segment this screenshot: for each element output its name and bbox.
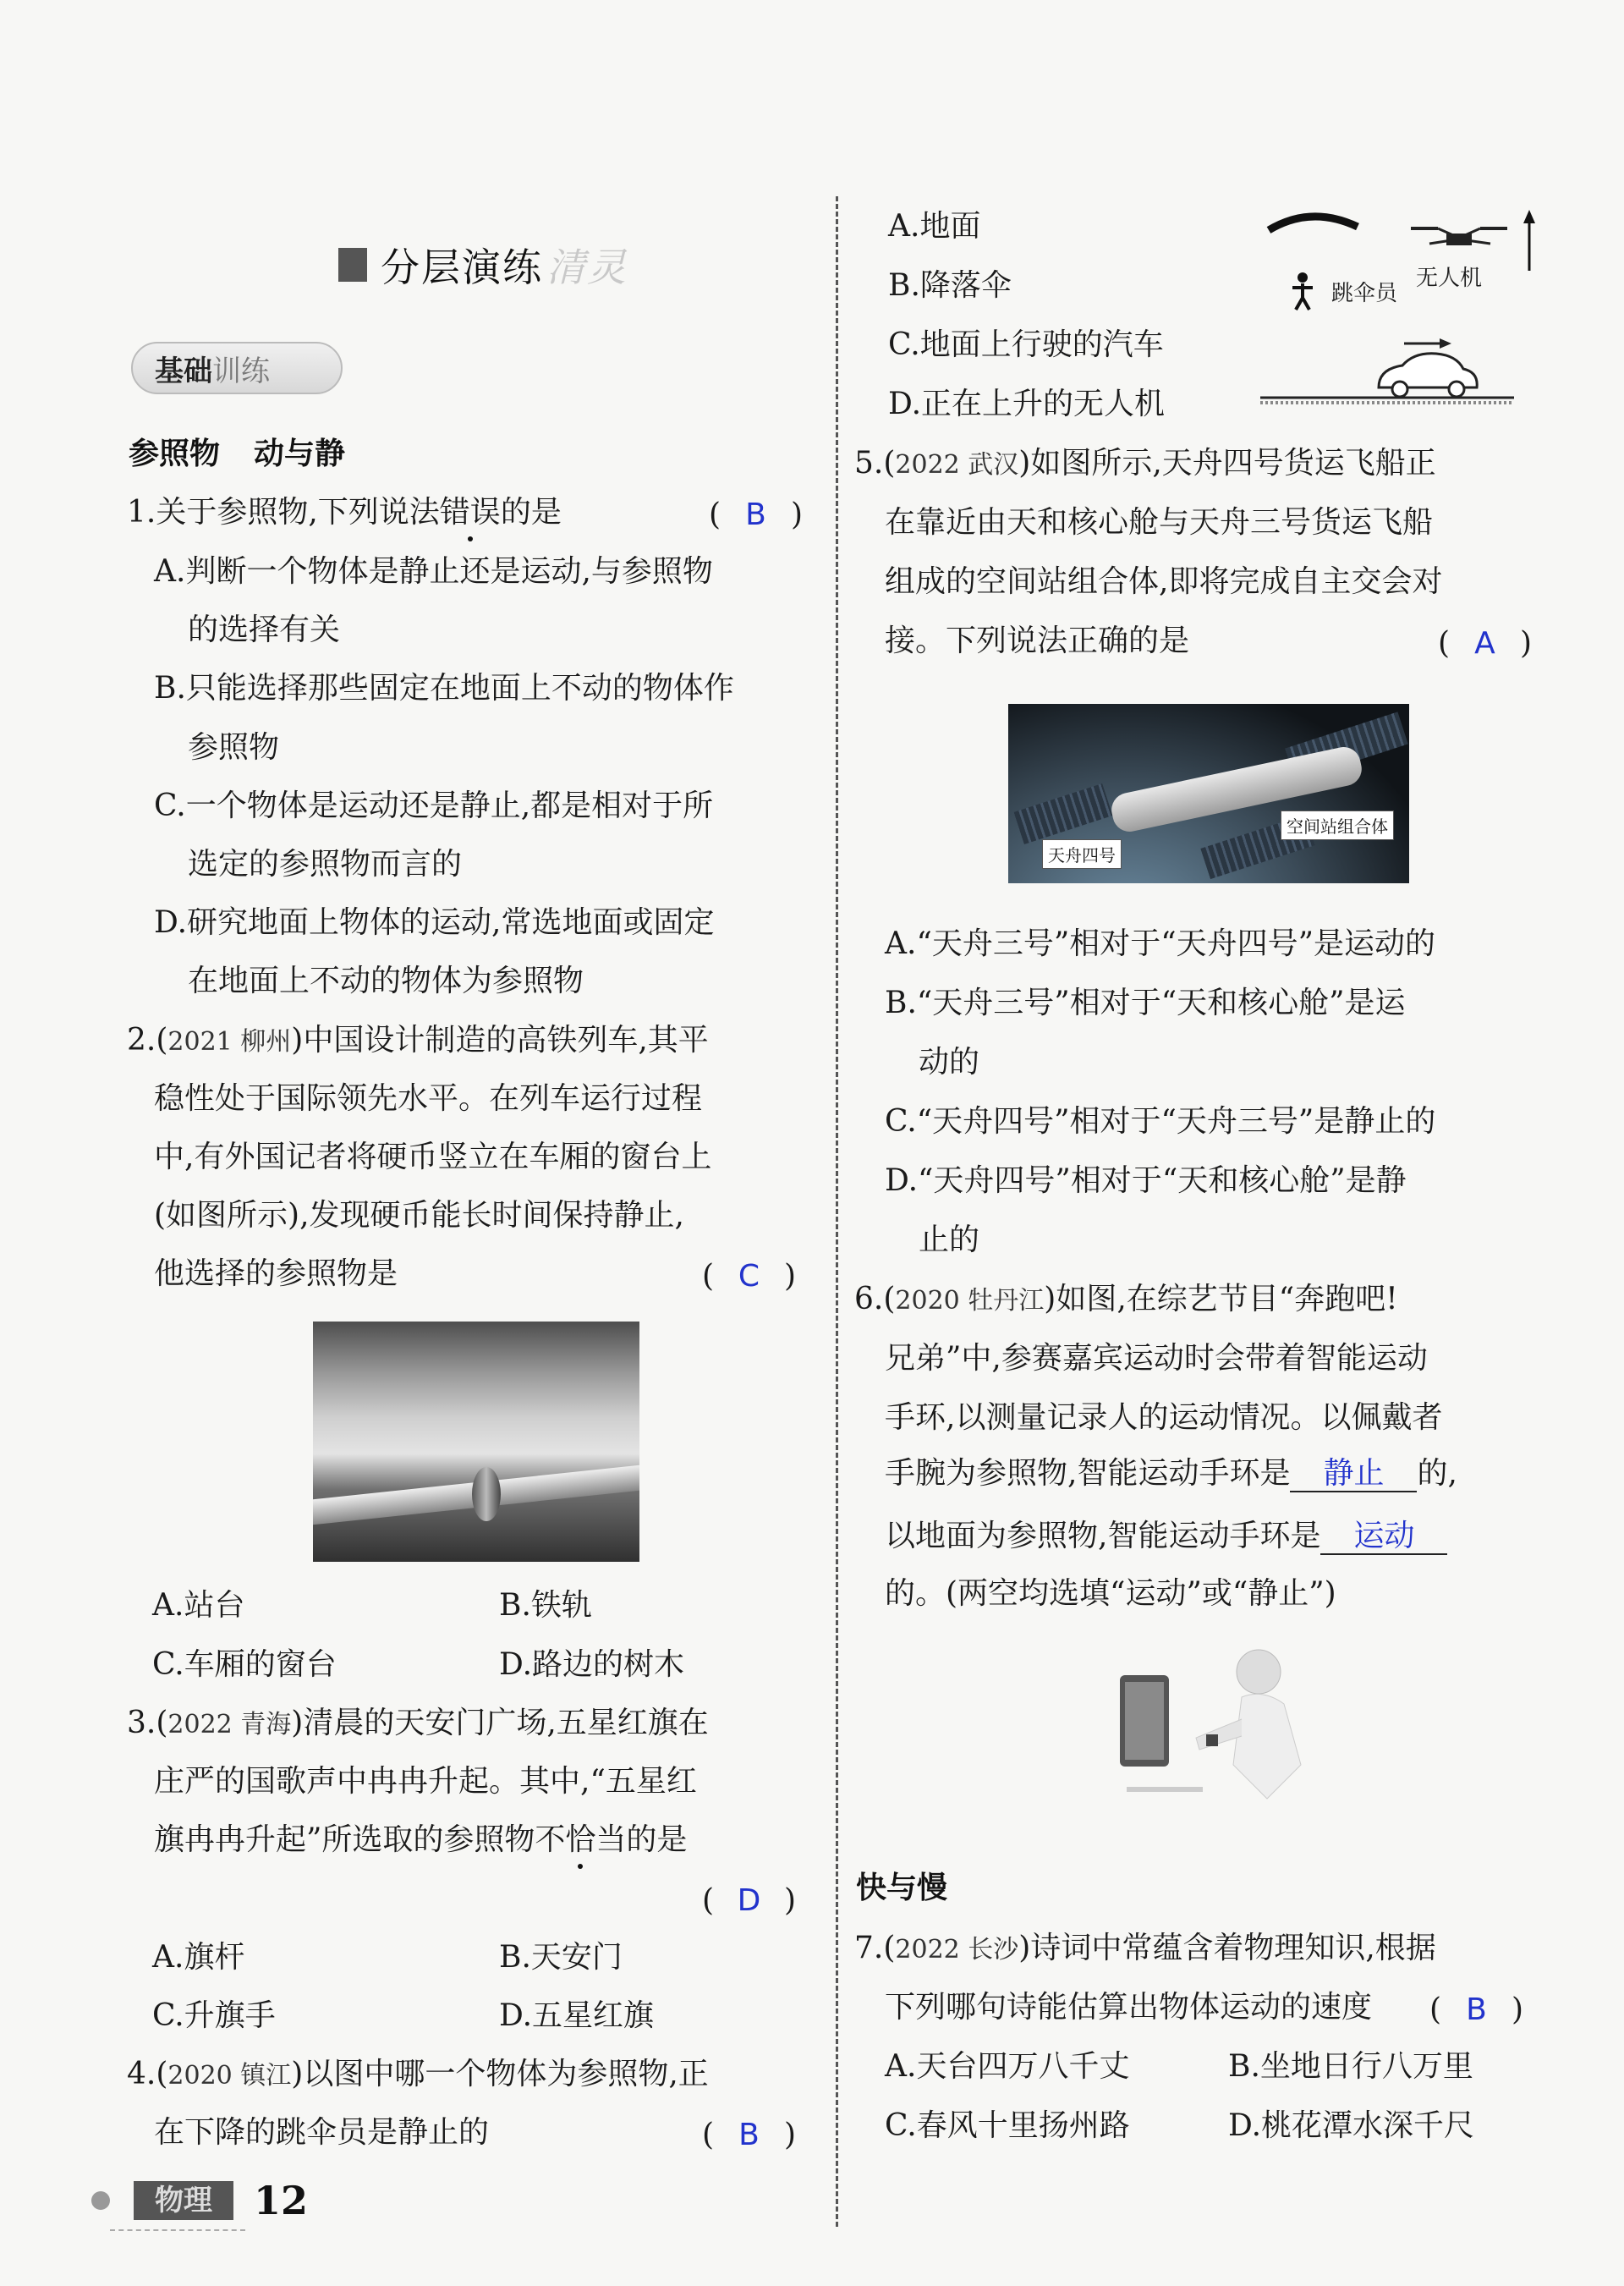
q2-line1-text: )中国设计制造的高铁列车,其平: [291, 1023, 709, 1058]
q2-line4: (如图所示),发现硬币能长时间保持静止,: [154, 1198, 684, 1233]
wristband-shape: [1206, 1734, 1218, 1746]
drone-icon: [1411, 228, 1507, 245]
q2-source: 2021 柳州: [167, 1027, 292, 1057]
footer-subject-tag: 物理: [134, 2181, 233, 2220]
title-block-icon: [338, 248, 367, 282]
q1-answer-paren: ( B ): [709, 497, 803, 532]
q7-line2: 下列哪句诗能估算出物体运动的速度: [885, 1990, 1373, 2025]
section-heading-1: [129, 430, 345, 473]
q6-num: 6.(: [854, 1282, 896, 1316]
q6-blank-1: 静止: [1290, 1457, 1417, 1492]
q2-option-d: D.路边的树木: [499, 1647, 685, 1682]
badge-light-text: 训练: [212, 354, 270, 388]
q3-answer-paren: ( D ): [702, 1883, 796, 1918]
q2-num: 2.(: [127, 1023, 168, 1058]
q5-answer: A: [1474, 626, 1495, 661]
page-number: 12: [254, 2178, 309, 2223]
q5-line1-text: )如图所示,天舟四号货运飞船正: [1018, 446, 1436, 481]
q1-option-c-line1: C.一个物体是运动还是静止,都是相对于所: [154, 789, 714, 823]
q3-option-c: C.升旗手: [152, 1998, 276, 2033]
q3-answer: D: [737, 1883, 761, 1918]
parachute-figure: [1260, 203, 1548, 406]
q5-line3: 组成的空间站组合体,即将完成自主交会对: [885, 564, 1443, 599]
q3-line1: [127, 1708, 709, 1739]
q5-source: 2022 武汉: [895, 450, 1019, 480]
q1-option-d-line2: 在地面上不动的物体为参照物: [188, 964, 584, 998]
q3-option-a: A.旗杆: [152, 1940, 245, 1975]
title-text: 分层演练: [381, 245, 543, 290]
q4-line1-text: )以图中哪一个物体为参照物,正: [291, 2057, 709, 2091]
q7-line1-text: )诗词中常蕴含着物理知识,根据: [1018, 1931, 1436, 1965]
train-window-coin-photo: [313, 1322, 639, 1562]
q6-line1-text: )如图,在综艺节目“奔跑吧!: [1044, 1282, 1398, 1316]
q2-option-c: C.车厢的窗台: [152, 1647, 337, 1682]
q1-stem-post: 的是: [500, 495, 562, 530]
q6-line4: [885, 1457, 1457, 1492]
badge-strong-text: 基础: [155, 354, 212, 388]
title-watermark: 清灵: [546, 245, 628, 290]
q4-answer-paren: ( B ): [702, 2118, 796, 2152]
space-station-photo: [1008, 704, 1409, 883]
q7-num: 7.(: [854, 1931, 896, 1965]
q3-line3: [154, 1822, 688, 1857]
solar-panel-left: [1014, 783, 1113, 844]
coin-shape: [472, 1467, 501, 1521]
q4-option-d: D.正在上升的无人机: [888, 387, 1166, 421]
q6-line4-post: 的,: [1417, 1456, 1457, 1491]
q6-blank-2: 运动: [1320, 1519, 1447, 1555]
q5-num: 5.(: [854, 446, 896, 481]
q1-stem-pre: 1.关于参照物,下列说法: [127, 495, 440, 530]
q5-option-d-line1: D.“天舟四号”相对于“天和核心舱”是静: [885, 1163, 1407, 1198]
q2-option-b: B.铁轨: [499, 1588, 592, 1623]
q2-option-a: A.站台: [152, 1588, 245, 1623]
label-tianzhou4: 天舟四号: [1042, 839, 1122, 869]
section-heading-left: 参照物: [129, 437, 221, 471]
q5-option-d-line2: 止的: [919, 1223, 980, 1257]
parachute-icon: [1269, 217, 1358, 230]
up-arrow-icon: [1523, 210, 1535, 271]
q6-source: 2020 牡丹江: [895, 1286, 1045, 1316]
q2-line5: 他选择的参照物是: [154, 1256, 398, 1291]
q3-num: 3.(: [127, 1706, 168, 1740]
q7-option-c: C.春风十里扬州路: [885, 2108, 1130, 2143]
q2-line2: 稳性处于国际领先水平。在列车运行过程: [154, 1081, 703, 1116]
q5-option-c: C.“天舟四号”相对于“天舟三号”是静止的: [885, 1104, 1436, 1139]
q5-answer-paren: ( A ): [1438, 626, 1532, 661]
q4-option-b: B.降落伞: [888, 268, 1012, 303]
q1-option-d-line1: D.研究地面上物体的运动,常选地面或固定: [154, 905, 715, 940]
q4-answer: B: [738, 2118, 760, 2152]
q1-option-b-line1: B.只能选择那些固定在地面上不动的物体作: [154, 671, 734, 706]
q3-line3-emphasis: 不恰当: [535, 1822, 627, 1857]
q5-line4: 接。下列说法正确的是: [885, 624, 1190, 658]
q3-option-d: D.五星红旗: [499, 1998, 655, 2033]
q7-answer: B: [1466, 1992, 1487, 2027]
q1-stem: [127, 497, 562, 528]
q1-stem-emphasis: 错误: [439, 495, 501, 530]
q3-line2: 庄严的国歌声中冉冉升起。其中,“五星红: [154, 1764, 697, 1799]
section-heading-2: 快与慢: [856, 1871, 948, 1905]
q4-num: 4.(: [127, 2057, 168, 2091]
q7-source: 2022 长沙: [895, 1935, 1019, 1965]
q7-line1: [854, 1933, 1436, 1964]
q1-option-a-line2: 的选择有关: [188, 613, 341, 647]
q3-line3-post: 的是: [626, 1822, 688, 1857]
q3-source: 2022 青海: [167, 1710, 292, 1739]
q5-option-b-line1: B.“天舟三号”相对于“天和核心舱”是运: [885, 986, 1406, 1020]
q6-line4-pre: 手腕为参照物,智能运动手环是: [885, 1456, 1291, 1491]
ground-hatch: [1260, 398, 1514, 403]
q6-line3: 手环,以测量记录人的运动情况。以佩戴者: [885, 1400, 1443, 1435]
q3-line3-pre: 旗冉冉升起”所选取的参照物: [154, 1822, 535, 1857]
page-title: [338, 235, 660, 294]
section-badge: [131, 342, 343, 394]
q1-option-b-line2: 参照物: [188, 730, 280, 765]
q2-line3: 中,有外国记者将硬币竖立在车厢的窗台上: [154, 1140, 712, 1174]
column-divider: [836, 196, 838, 2227]
q6-line5-pre: 以地面为参照物,智能运动手环是: [885, 1519, 1321, 1553]
q5-option-b-line2: 动的: [919, 1045, 980, 1080]
q3-option-b: B.天安门: [499, 1940, 623, 1975]
q2-line1: [127, 1025, 709, 1056]
q4-source: 2020 镇江: [167, 2061, 292, 2091]
q3-line1-text: )清晨的天安门广场,五星红旗在: [291, 1706, 709, 1740]
q5-line1: [854, 448, 1436, 479]
label-jumper: 跳伞员: [1331, 281, 1398, 306]
q4-line1: [127, 2059, 709, 2090]
q4-option-a: A.地面: [888, 209, 981, 244]
q7-option-b: B.坐地日行八万里: [1228, 2049, 1473, 2084]
q1-option-c-line2: 选定的参照物而言的: [188, 847, 463, 882]
q6-line1: [854, 1284, 1398, 1315]
footer-dot-icon: [91, 2191, 110, 2210]
q7-option-d: D.桃花潭水深千尺: [1228, 2108, 1475, 2143]
section-heading-right: 动与静: [254, 437, 346, 471]
runner-illustration: [1115, 1638, 1331, 1829]
runner-photo: [1115, 1638, 1331, 1829]
q6-line6: 的。(两空均选填“运动”或“静止”): [885, 1576, 1336, 1611]
q4-line2: 在下降的跳伞员是静止的: [154, 2115, 490, 2150]
q2-answer: C: [738, 1259, 760, 1294]
q6-line2: 兄弟”中,参赛嘉宾运动时会带着智能运动: [885, 1341, 1428, 1376]
q1-answer: B: [745, 497, 766, 532]
q1-option-a-line1: A.判断一个物体是静止还是运动,与参照物: [154, 554, 713, 589]
q2-answer-paren: ( C ): [702, 1259, 796, 1294]
q5-line2: 在靠近由天和核心舱与天舟三号货运飞船: [885, 505, 1434, 540]
q6-line5: [885, 1519, 1447, 1555]
label-drone: 无人机: [1416, 266, 1483, 291]
q7-option-a: A.天台四万八千丈: [885, 2049, 1130, 2084]
q7-answer-paren: ( B ): [1429, 1992, 1523, 2027]
q4-option-c: C.地面上行驶的汽车: [888, 327, 1164, 362]
label-station: 空间站组合体: [1281, 811, 1394, 840]
jumper-icon: [1292, 272, 1313, 310]
footer-line: [110, 2229, 245, 2231]
car-icon: [1379, 338, 1477, 397]
q5-option-a: A.“天舟三号”相对于“天舟四号”是运动的: [885, 926, 1436, 961]
